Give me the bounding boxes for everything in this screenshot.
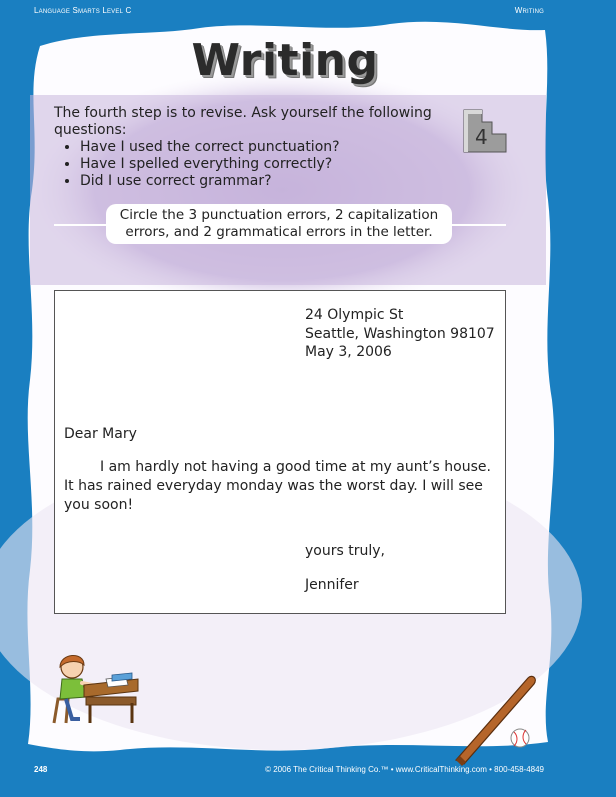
step-number: 4: [475, 125, 488, 149]
question-list: [54, 139, 454, 190]
section-header: Writing: [514, 6, 544, 15]
divider-left: [54, 224, 106, 226]
list-item: • Have I used the correct punctuation?: [80, 139, 454, 156]
address-block: [305, 306, 495, 362]
page-number: 248: [34, 765, 48, 774]
copyright-footer: © 2006 The Critical Thinking Co.™ • www.CriticalThinking.com • 800-458-4849: [265, 765, 544, 774]
letter-box: [54, 290, 506, 614]
page-title: Writing: [191, 35, 379, 86]
salutation: Dear Mary: [64, 426, 137, 442]
address-street: 24 Olympic St: [305, 307, 404, 323]
list-item: • Have I spelled everything correctly?: [80, 156, 454, 173]
divider-right: [452, 224, 506, 226]
intro-text: [54, 105, 454, 190]
girl-writing-at-desk-illustration: [46, 653, 142, 725]
intro-paragraph: The fourth step is to revise. Ask yourself the following questions:: [54, 105, 432, 138]
book-title-header: Language Smarts Level C: [34, 6, 132, 15]
baseball-bat-and-ball-illustration: [448, 668, 538, 768]
signature: Jennifer: [305, 577, 359, 593]
staircase-step-4-icon: [462, 108, 508, 154]
list-item: • Did I use correct grammar?: [80, 173, 454, 190]
letter-body: I am hardly not having a good time at my aunt’s house. It has rained everyday monday was the worst day. I will see you soon!: [64, 459, 491, 513]
address-city: Seattle, Washington 98107: [305, 325, 495, 342]
closing: yours truly,: [305, 543, 385, 559]
instruction-box: Circle the 3 punctuation errors, 2 capitalization errors, and 2 grammatical errors in the letter.: [106, 204, 452, 244]
letter-date: May 3, 2006: [305, 344, 392, 360]
